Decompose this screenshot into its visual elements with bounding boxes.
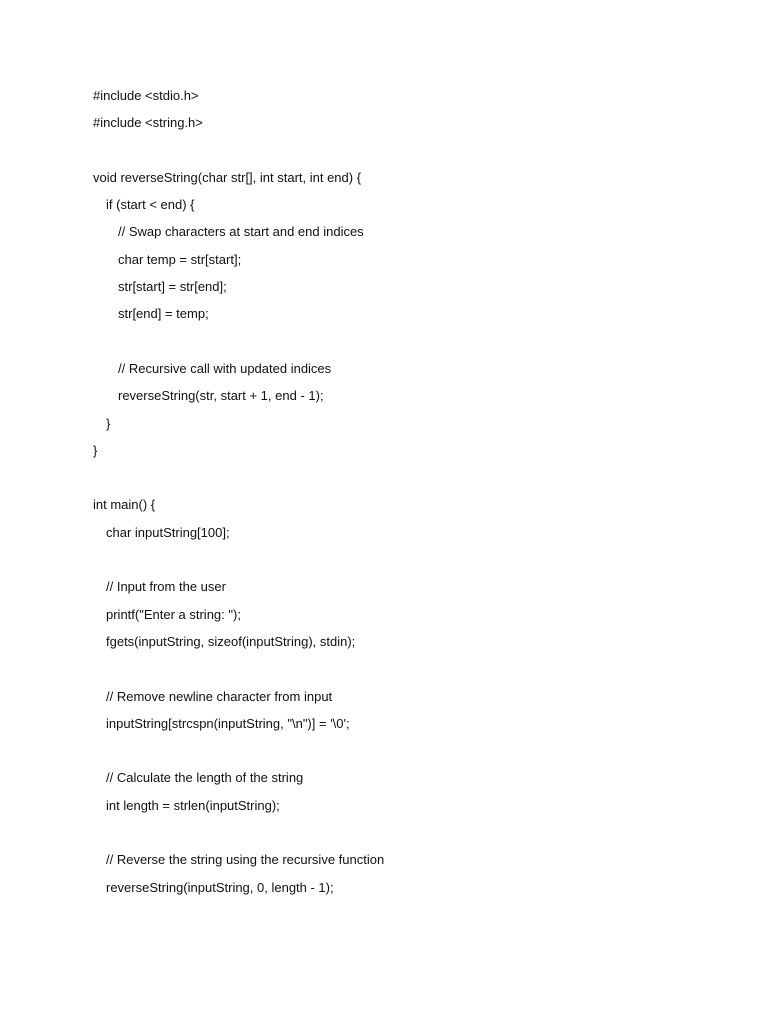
code-line: char inputString[100]; — [106, 524, 230, 540]
code-line: reverseString(inputString, 0, length - 1); — [106, 879, 334, 895]
code-comment: // Reverse the string using the recursive function — [106, 852, 385, 868]
code-comment: // Remove newline character from input — [106, 688, 333, 704]
code-line: } — [106, 415, 111, 431]
blank-line — [93, 819, 713, 846]
code-line: int main() { — [93, 497, 156, 513]
code-line: char temp = str[start]; — [118, 251, 242, 267]
blank-line — [93, 546, 713, 573]
code-line: printf("Enter a string: "); — [106, 606, 241, 622]
code-line: #include <string.h> — [93, 115, 203, 131]
code-line: str[end] = temp; — [118, 306, 209, 322]
code-line: } — [93, 442, 98, 458]
code-comment: // Input from the user — [106, 579, 226, 595]
code-listing — [93, 82, 713, 901]
blank-line — [93, 137, 713, 164]
code-comment: // Swap characters at start and end indices — [118, 224, 364, 240]
code-line: #include <stdio.h> — [93, 88, 199, 103]
code-comment: // Recursive call with updated indices — [118, 360, 332, 376]
blank-line — [93, 655, 713, 682]
blank-line — [93, 737, 713, 764]
code-line: int length = strlen(inputString); — [106, 797, 280, 813]
code-comment: // Calculate the length of the string — [106, 770, 304, 786]
code-line: if (start < end) { — [106, 197, 195, 213]
code-line: inputString[strcspn(inputString, "\n")] = '\0'; — [106, 715, 350, 731]
code-line: void reverseString(char str[], int start, int end) { — [93, 169, 362, 185]
code-line: str[start] = str[end]; — [118, 279, 227, 295]
code-line: reverseString(str, start + 1, end - 1); — [118, 388, 324, 404]
blank-line — [93, 464, 713, 491]
code-line: fgets(inputString, sizeof(inputString), stdin); — [106, 633, 356, 649]
blank-line — [93, 328, 713, 355]
